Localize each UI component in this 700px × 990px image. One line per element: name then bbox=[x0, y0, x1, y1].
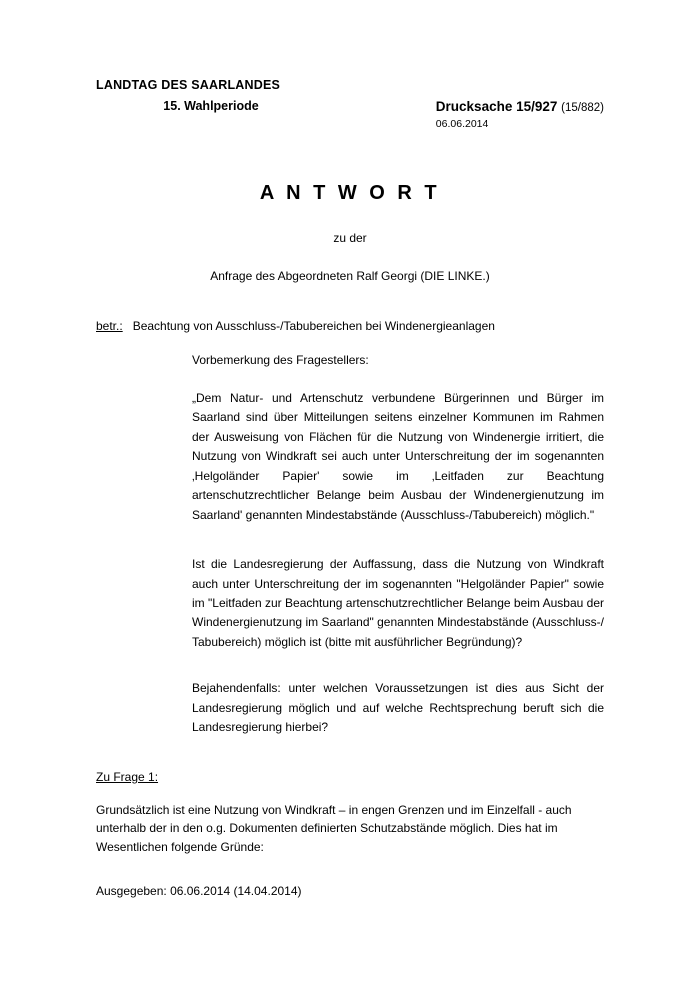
legislative-period: 15. Wahlperiode bbox=[163, 99, 259, 113]
body-indented-section bbox=[192, 353, 604, 738]
document-number-secondary: (15/882) bbox=[561, 102, 604, 114]
document-number-main: Drucksache 15/927 bbox=[435, 99, 558, 114]
betr-row bbox=[96, 319, 604, 333]
subtitle-anfrage: Anfrage des Abgeordneten Ralf Georgi (DIE LINKE.) bbox=[210, 269, 490, 283]
document-header bbox=[96, 78, 604, 138]
answer-paragraph: Grundsätzlich ist eine Nutzung von Windkraft – in engen Grenzen und im Einzelfall - auch unterhalb der in den o.g. Dokumenten definierten Schutzabstände möglich. Dies hat im Wesentlichen folgende Gründe: bbox=[96, 802, 572, 854]
answer-heading: Zu Frage 1: bbox=[96, 769, 159, 784]
question-paragraph: Ist die Landesregierung der Auffassung, dass die Nutzung von Windkraft auch unter Unterschreitung der im sogenannten "Helgoländer Papier" sowie im "Leitfaden zur Beachtung artenschutzrechtlicher Belange beim Ausbau der Windenergienutzung im Saarland" genannten Mindestabstände (Ausschluss-/ Tabubereich) möglich ist (bitte mit ausführlicher Begründung)? bbox=[192, 557, 604, 649]
document-number bbox=[436, 99, 604, 114]
issued-footer: Ausgegeben: 06.06.2014 (14.04.2014) bbox=[96, 884, 302, 898]
followup-question-paragraph: Bejahendenfalls: unter welchen Voraussetzungen ist dies aus Sicht der Landesregierung möglich und auf welche Rechtsprechung beruft sich die Landesregierung hierbei? bbox=[192, 681, 604, 735]
preliminary-remark-heading: Vorbemerkung des Fragestellers: bbox=[192, 353, 369, 367]
header-right-block bbox=[436, 99, 604, 130]
page-title: A N T W O R T bbox=[259, 182, 441, 204]
organization-name: LANDTAG DES SAARLANDES bbox=[96, 78, 281, 92]
subtitle-zu-der: zu der bbox=[333, 231, 367, 245]
header-left-block bbox=[96, 78, 376, 113]
betr-subject: Beachtung von Ausschluss-/Tabubereichen bei Windenergieanlagen bbox=[132, 319, 495, 333]
quoted-preliminary-remark: „Dem Natur- und Artenschutz verbundene Bürgerinnen und Bürger im Saarland sind über Mitteilungen seitens einzelner Kommunen im Rahmen der Ausweisung von Flächen für die Nutzung von Windenergie irritiert, die Nutzung von Windkraft sei auch unter Unterschreitung der im sogenannten ‚Helgoländer Papier' sowie im ‚Leitfaden zur Beachtung artenschutzrechtlicher Belange beim Ausbau der Windenergienutzung im Saarland' genannten Mindestabstände (Ausschluss-/Tabubereich) möglich." bbox=[192, 391, 604, 522]
betr-label: betr.: bbox=[96, 319, 123, 333]
document-date: 06.06.2014 bbox=[435, 118, 489, 130]
